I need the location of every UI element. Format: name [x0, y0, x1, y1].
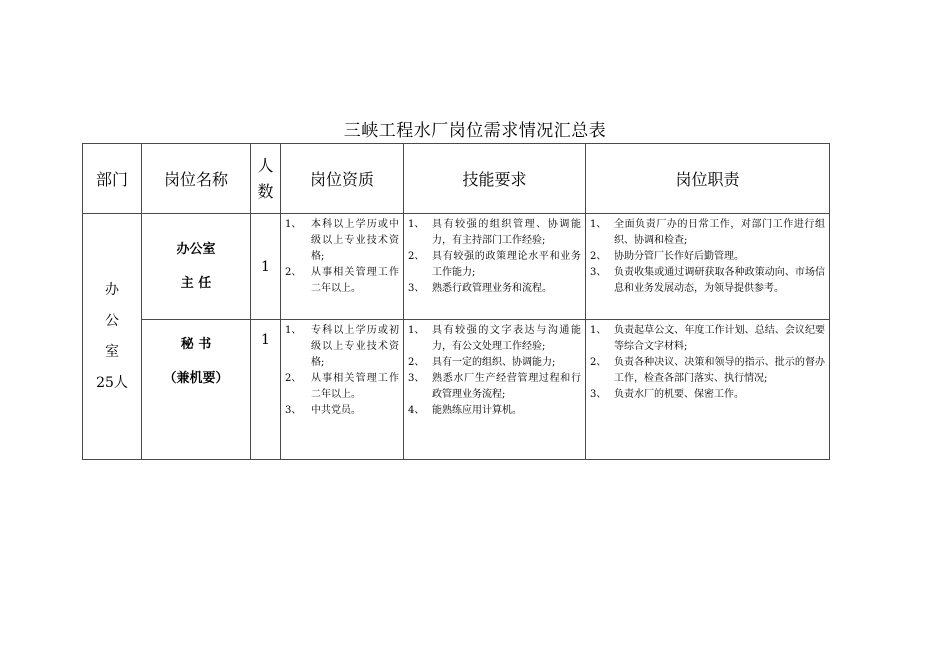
qualification-cell: [281, 320, 404, 460]
item-text: 从事相关管理工作二年以上。: [311, 267, 399, 294]
skills-cell: [404, 320, 586, 460]
item-number: 4、: [408, 405, 425, 416]
duties-cell: [586, 320, 830, 460]
document-title: 三峡工程水厂岗位需求情况汇总表: [343, 121, 607, 141]
item-text: 从事相关管理工作二年以上。: [311, 373, 399, 400]
header-qualification: 岗位资质: [281, 144, 404, 214]
item-number: 1、: [590, 219, 607, 230]
list-item: [285, 403, 399, 419]
position-name: 办公室: [176, 241, 216, 257]
item-text: 负责水厂的机要、保密工作。: [614, 389, 744, 400]
position-cell: [142, 320, 251, 460]
list-item: [285, 323, 399, 371]
item-text: 具有一定的组织、协调能力;: [432, 357, 556, 368]
item-text: 协助分管厂长作好后勤管理。: [614, 251, 744, 262]
item-text: 具有较强的组织管理、协调能力，有主持部门工作经验;: [432, 219, 581, 246]
item-text: 本科以上学历或中级以上专业技术资格;: [311, 219, 399, 262]
qualification-cell: [281, 214, 404, 320]
item-number: 3、: [590, 389, 607, 400]
department-cell: [83, 214, 142, 460]
item-text: 负责各种决议、决策和领导的指示、批示的督办工作，检查各部门落实、执行情况;: [614, 357, 825, 384]
position-summary-table: [82, 143, 830, 460]
item-text: 全面负责厂办的日常工作，对部门工作进行组织、协调和检查;: [614, 219, 825, 246]
list-item: [590, 323, 825, 355]
list-item: [590, 265, 825, 297]
item-text: 负责收集或通过调研获取各种政策动向、市场信息和业务发展动态，为领导提供参考。: [614, 267, 825, 294]
item-number: 1、: [285, 219, 302, 230]
count-cell: 1: [251, 320, 281, 460]
header-count: [251, 144, 281, 214]
position-name: 秘 书: [180, 337, 212, 352]
table-row: [83, 320, 830, 460]
item-number: 3、: [285, 405, 302, 416]
list-item: [408, 323, 581, 355]
item-text: 中共党员。: [311, 405, 361, 416]
list-item: [285, 217, 399, 265]
item-text: 负责起草公文、年度工作计划、总结、会议纪要等综合文字材料;: [614, 325, 825, 352]
item-number: 2、: [285, 373, 302, 384]
list-item: [408, 249, 581, 281]
item-number: 3、: [408, 373, 425, 384]
list-item: [590, 355, 825, 387]
position-name-sub: 主 任: [180, 275, 212, 291]
list-item: [408, 281, 581, 297]
duties-cell: [586, 214, 830, 320]
item-number: 1、: [285, 325, 302, 336]
item-number: 3、: [590, 267, 607, 278]
item-number: 1、: [590, 325, 607, 336]
department-char: 公: [105, 312, 119, 329]
item-number: 2、: [590, 357, 607, 368]
item-text: 熟悉行政管理业务和流程。: [432, 283, 552, 294]
department-char: 室: [105, 343, 119, 360]
item-number: 1、: [408, 219, 425, 230]
header-count-top: 人: [257, 155, 274, 175]
header-position: 岗位名称: [142, 144, 251, 214]
item-text: 能熟练应用计算机。: [432, 405, 522, 416]
count-cell: 1: [251, 214, 281, 320]
list-item: [408, 403, 581, 419]
item-number: 3、: [408, 283, 425, 294]
list-item: [408, 355, 581, 371]
list-item: [285, 265, 399, 297]
item-text: 具有较强的政策理论水平和业务工作能力;: [432, 251, 581, 278]
list-item: [590, 249, 825, 265]
item-text: 具有较强的文字表达与沟通能力，有公文处理工作经验;: [432, 325, 581, 352]
list-item: [408, 217, 581, 249]
list-item: [590, 387, 825, 403]
skills-cell: [404, 214, 586, 320]
header-duties: 岗位职责: [586, 144, 830, 214]
position-cell: [142, 214, 251, 320]
item-text: 专科以上学历或初级以上专业技术资格;: [311, 325, 399, 368]
item-text: 熟悉水厂生产经营管理过程和行政管理业务流程;: [432, 373, 581, 400]
table-row: [83, 214, 830, 320]
list-item: [590, 217, 825, 249]
position-name-sub: （兼机要）: [163, 371, 229, 386]
item-number: 2、: [590, 251, 607, 262]
header-dept: 部门: [83, 144, 142, 214]
department-size: 25人: [96, 374, 128, 391]
department-char: 办: [105, 281, 119, 298]
header-skills: 技能要求: [404, 144, 586, 214]
header-count-bottom: 数: [257, 181, 274, 201]
item-number: 2、: [408, 251, 425, 262]
item-number: 2、: [285, 267, 302, 278]
list-item: [408, 371, 581, 403]
item-number: 2、: [408, 357, 425, 368]
header-row: [83, 144, 830, 214]
list-item: [285, 371, 399, 403]
item-number: 1、: [408, 325, 425, 336]
